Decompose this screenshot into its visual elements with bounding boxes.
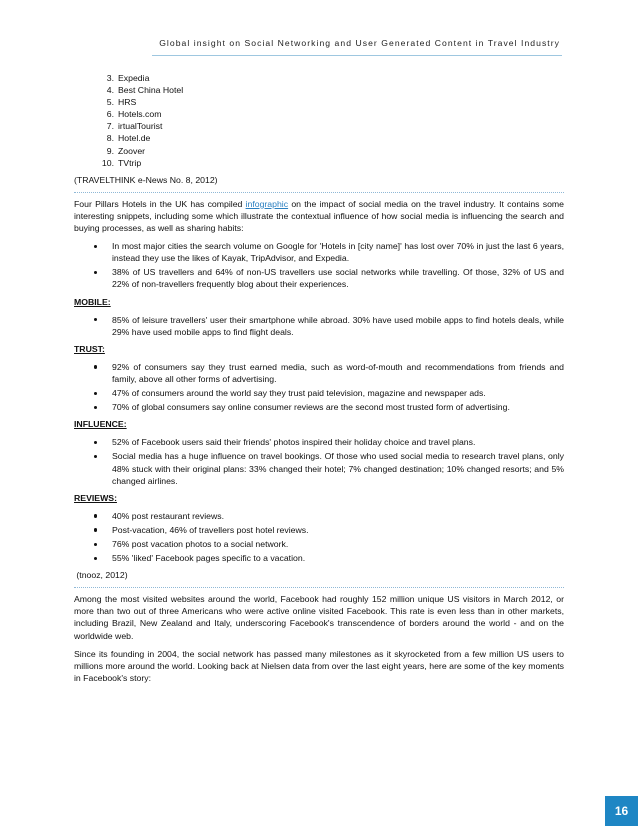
bullet-text: 40% post restaurant reviews. bbox=[112, 510, 225, 521]
section-title-trust: TRUST: bbox=[74, 343, 105, 354]
intro-bullet-list bbox=[74, 240, 564, 290]
bullet-icon bbox=[94, 318, 97, 321]
list-item bbox=[106, 120, 564, 132]
infographic-link[interactable]: infographic bbox=[245, 198, 289, 209]
intro-paragraph bbox=[74, 198, 564, 234]
list-item bbox=[74, 240, 564, 264]
list-item bbox=[106, 96, 564, 108]
list-item bbox=[74, 510, 564, 522]
dotted-divider bbox=[74, 192, 564, 193]
section-title-mobile: MOBILE: bbox=[74, 296, 111, 307]
list-item bbox=[74, 450, 564, 486]
page-content bbox=[74, 72, 564, 690]
list-item bbox=[106, 84, 564, 96]
header-rule bbox=[152, 55, 562, 56]
source-citation: (TRAVELTHINK e-News No. 8, 2012) bbox=[74, 174, 218, 185]
list-number: 4. bbox=[106, 85, 114, 96]
bullet-icon bbox=[94, 528, 97, 531]
list-item bbox=[74, 401, 564, 413]
list-item bbox=[106, 145, 564, 157]
influence-bullet-list bbox=[74, 436, 564, 486]
ranked-site-list bbox=[74, 72, 564, 169]
list-number: 6. bbox=[106, 109, 114, 120]
bullet-text: In most major cities the search volume on Google for 'Hotels in [city name]' has lost over 70% in just the last 6 years, instead they use the likes of Kayak, TripAdvisor, and Expedia. bbox=[112, 241, 564, 264]
list-item bbox=[106, 72, 564, 84]
running-header: Global insight on Social Networking and User Generated Content in Travel Industry bbox=[159, 38, 560, 48]
body-paragraph: Among the most visited websites around the world, Facebook had roughly 152 million unique US visitors in March 2012, or more than two out of three Americans who were active online visited Facebook. This rate is even less than in other markets, including Brazil, New Zealand and Italy, underscoring Facebook's transcendence of borders around the world - and on the worldwide web. bbox=[74, 594, 564, 641]
list-number: 7. bbox=[106, 121, 114, 132]
mobile-bullet-list bbox=[74, 314, 564, 338]
list-item bbox=[106, 108, 564, 120]
list-number: 5. bbox=[106, 97, 114, 108]
list-text: Best China Hotel bbox=[118, 85, 184, 96]
list-item bbox=[74, 552, 564, 564]
bullet-text: Social media has a huge influence on travel bookings. Of those who used social media to research travel plans, only 48% stuck with their original plans: 33% changed their hotel; 7% changed destination; 10% changed resorts; and 5% changed airlines. bbox=[112, 451, 564, 486]
list-item bbox=[74, 314, 564, 338]
list-item bbox=[106, 132, 564, 144]
list-item bbox=[74, 436, 564, 448]
list-number: 3. bbox=[106, 73, 114, 83]
bullet-text: 92% of consumers say they trust earned media, such as word-of-mouth and recommendations from friends and family, above all other forms of advertising. bbox=[112, 361, 564, 384]
bullet-icon bbox=[94, 271, 97, 274]
trust-bullet-list bbox=[74, 361, 564, 413]
body-paragraph: Since its founding in 2004, the social network has passed many milestones as it skyrocketed from a few million US users to millions more around the world. Looking back at Nielsen data from over the last eight years, here are some of the key moments in Facebook's story: bbox=[74, 648, 564, 683]
bullet-icon bbox=[94, 543, 97, 546]
list-item bbox=[74, 266, 564, 290]
intro-text-end: on the impact of social media on the travel industry. It contains some interesting snippets, including some which illustrate the contextual influence of how social media is influencing the search and buying processes, as well as sharing habits: bbox=[74, 198, 564, 234]
list-number: 8. bbox=[106, 133, 114, 144]
bullet-text: 70% of global consumers say online consumer reviews are the second most trusted form of advertising. bbox=[112, 402, 510, 413]
list-item bbox=[74, 361, 564, 385]
bullet-text: 85% of leisure travellers' user their smartphone while abroad. 30% have used mobile apps to find hotels deals, while 29% have used mobile apps to find flight deals. bbox=[112, 314, 564, 337]
list-text: Hotels.com bbox=[118, 109, 162, 120]
page-number-badge: 16 bbox=[605, 796, 638, 826]
bullet-icon bbox=[94, 514, 97, 517]
section-title-influence: INFLUENCE: bbox=[74, 419, 127, 430]
list-text: Hotel.de bbox=[118, 133, 151, 144]
bullet-icon bbox=[94, 365, 97, 368]
bullet-icon bbox=[94, 392, 97, 395]
dotted-divider bbox=[74, 587, 564, 588]
section-title-reviews: REVIEWS: bbox=[74, 492, 117, 503]
list-item bbox=[74, 524, 564, 536]
list-text: Expedia bbox=[118, 73, 150, 83]
list-text: HRS bbox=[118, 97, 137, 108]
list-number: 9. bbox=[106, 145, 114, 156]
bullet-text: 52% of Facebook users said their friends' photos inspired their holiday choice and travel plans. bbox=[112, 437, 476, 448]
bullet-icon bbox=[94, 455, 97, 458]
list-item bbox=[74, 538, 564, 550]
list-text: irtualTourist bbox=[118, 121, 163, 132]
intro-text-start: Four Pillars Hotels in the UK has compiled bbox=[74, 198, 246, 209]
bullet-text: Post-vacation, 46% of travellers post hotel reviews. bbox=[112, 524, 309, 535]
list-item bbox=[74, 387, 564, 399]
list-text: Zoover bbox=[118, 145, 146, 156]
source-citation: (tnooz, 2012) bbox=[74, 570, 128, 581]
bullet-text: 47% of consumers around the world say they trust paid television, magazine and newspaper ads. bbox=[112, 388, 486, 399]
list-number: 10. bbox=[101, 157, 114, 168]
bullet-text: 38% of US travellers and 64% of non-US travellers use social networks while travelling. Of those, 32% of US and 22% of non-travellers frequently blog about their experiences. bbox=[112, 267, 564, 290]
bullet-text: 76% post vacation photos to a social network. bbox=[112, 539, 289, 549]
list-text: TVtrip bbox=[118, 157, 142, 168]
bullet-icon bbox=[94, 441, 97, 444]
bullet-text: 55% 'liked' Facebook pages specific to a vacation. bbox=[112, 553, 306, 564]
list-item bbox=[101, 157, 564, 169]
bullet-icon bbox=[94, 406, 97, 409]
bullet-icon bbox=[94, 557, 97, 560]
reviews-bullet-list bbox=[74, 510, 564, 564]
bullet-icon bbox=[94, 245, 97, 248]
